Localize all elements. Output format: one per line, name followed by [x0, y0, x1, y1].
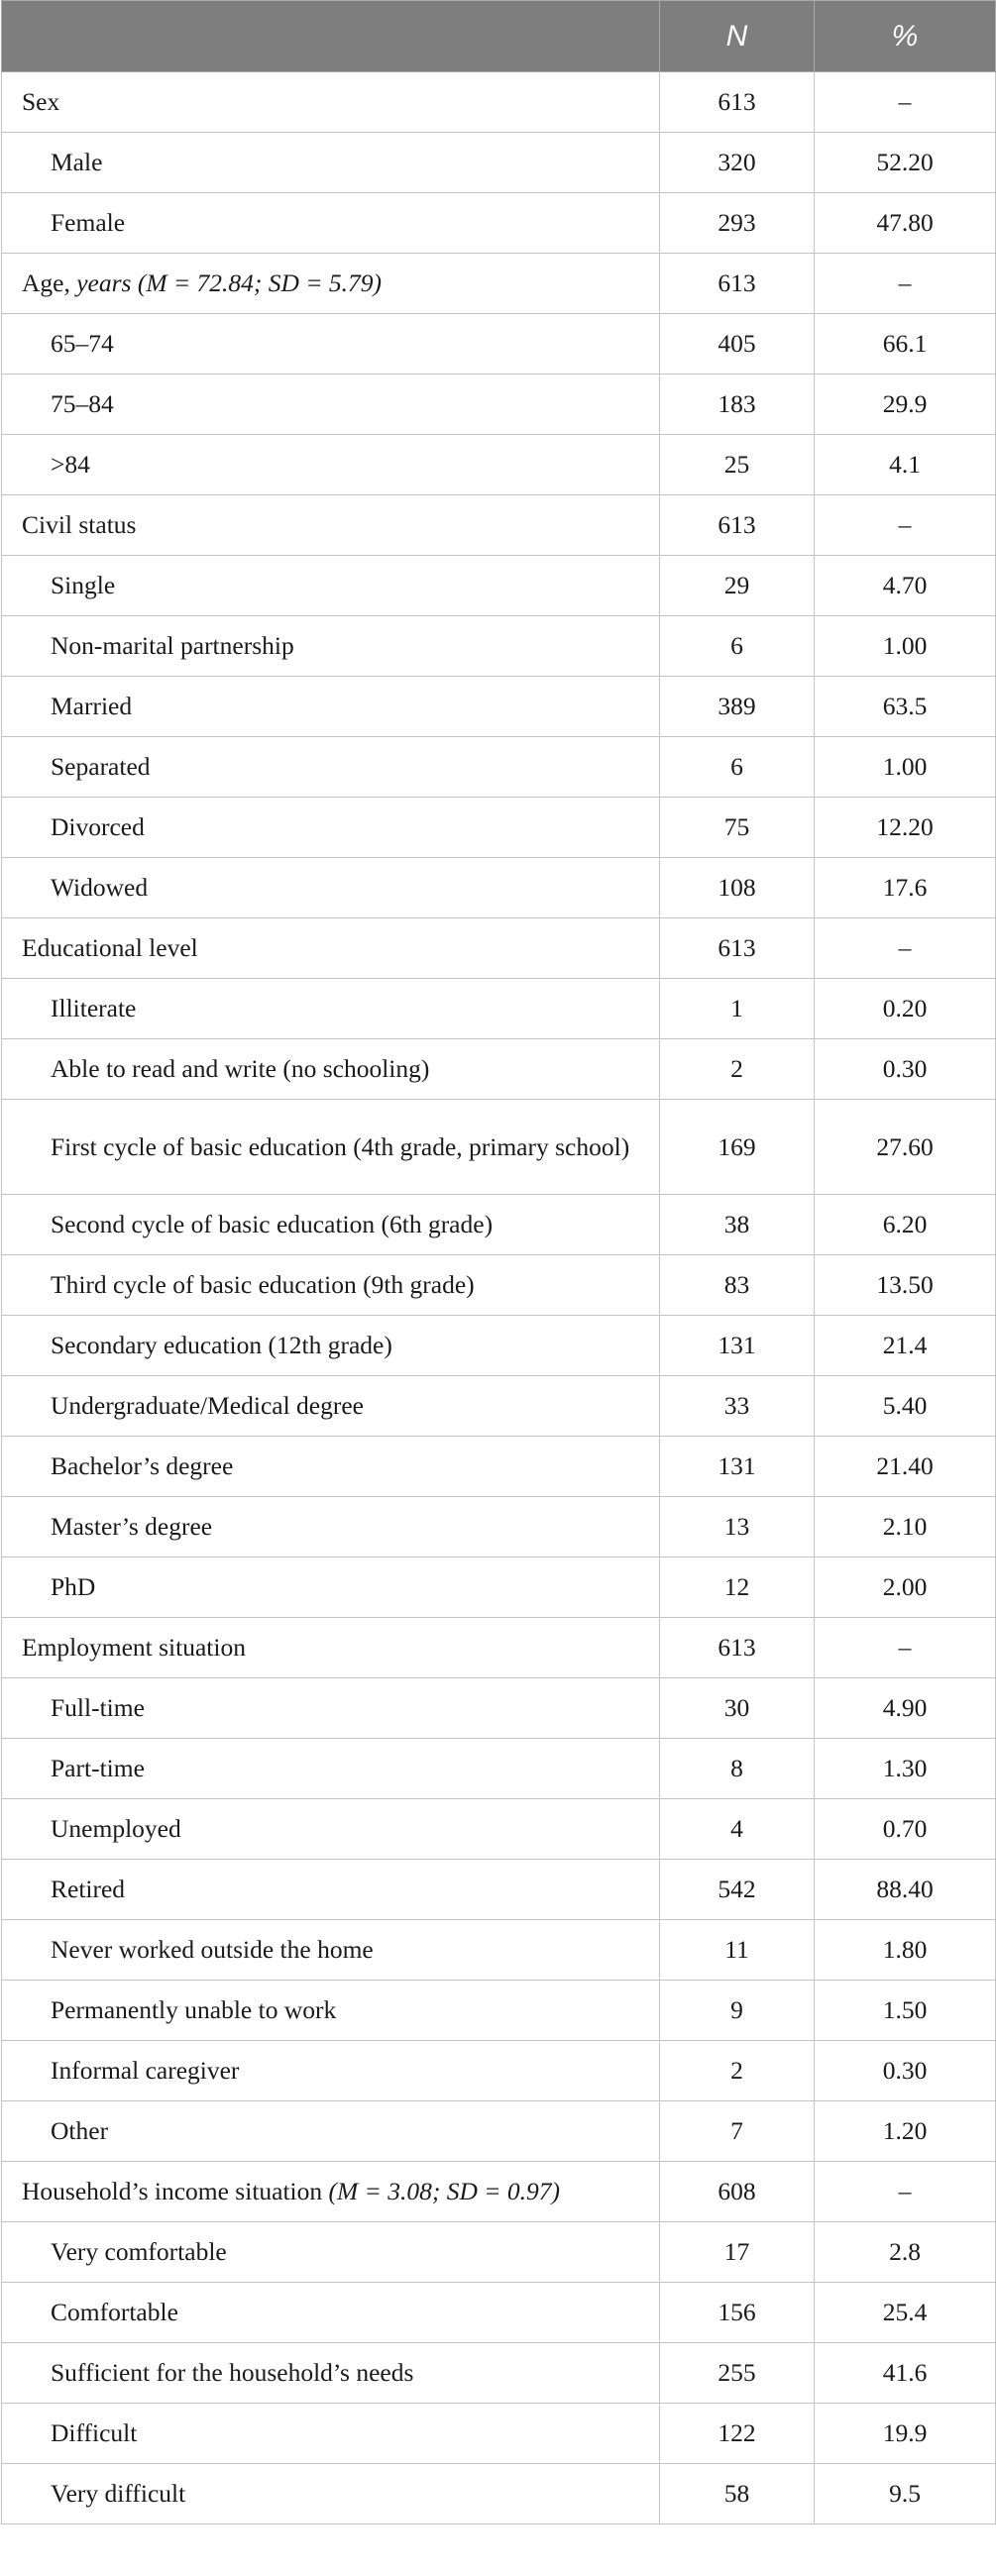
row-percent: 2.10 — [815, 1497, 996, 1557]
row-label-text: Informal caregiver — [51, 2056, 240, 2085]
row-label — [2, 737, 660, 798]
row-label-stats: years (M = 72.84; SD = 5.79) — [76, 268, 383, 297]
header-row — [2, 1, 996, 72]
header-percent: % — [815, 1, 996, 72]
row-label-text: Very comfortable — [51, 2237, 227, 2266]
table-row — [2, 133, 996, 193]
row-percent: 2.00 — [815, 1557, 996, 1618]
row-n: 33 — [660, 1376, 815, 1437]
table-row — [2, 979, 996, 1039]
row-percent: 1.20 — [815, 2101, 996, 2162]
table-body — [2, 72, 996, 2524]
table-row — [2, 375, 996, 435]
row-label-text: Male — [51, 148, 103, 176]
table-group-row — [2, 2162, 996, 2222]
row-n: 13 — [660, 1497, 815, 1557]
table-row — [2, 1678, 996, 1739]
row-label — [2, 1100, 660, 1195]
row-label — [2, 72, 660, 133]
row-label-text: Sex — [22, 87, 60, 116]
table-row — [2, 1981, 996, 2041]
row-percent: 47.80 — [815, 193, 996, 254]
row-n: 11 — [660, 1920, 815, 1981]
row-percent: 21.4 — [815, 1316, 996, 1376]
row-label — [2, 556, 660, 616]
row-label — [2, 314, 660, 375]
row-label — [2, 1618, 660, 1678]
row-n: 542 — [660, 1860, 815, 1920]
table-row — [2, 2283, 996, 2343]
row-n: 1 — [660, 979, 815, 1039]
row-n: 613 — [660, 495, 815, 556]
row-label — [2, 1195, 660, 1255]
row-percent: 19.9 — [815, 2404, 996, 2464]
row-label — [2, 858, 660, 918]
row-n: 156 — [660, 2283, 815, 2343]
row-percent: 25.4 — [815, 2283, 996, 2343]
row-n: 293 — [660, 193, 815, 254]
table-row — [2, 1376, 996, 1437]
row-label — [2, 1860, 660, 1920]
row-percent: 6.20 — [815, 1195, 996, 1255]
row-n: 122 — [660, 2404, 815, 2464]
row-label-text: Third cycle of basic education (9th grade) — [51, 1270, 475, 1299]
row-n: 9 — [660, 1981, 815, 2041]
row-label-text: Divorced — [51, 812, 145, 841]
row-n: 183 — [660, 375, 815, 435]
table-row — [2, 1316, 996, 1376]
row-label-text: Separated — [51, 752, 151, 781]
row-label — [2, 2041, 660, 2101]
row-label — [2, 133, 660, 193]
row-n: 17 — [660, 2222, 815, 2283]
table-row — [2, 1920, 996, 1981]
row-n: 7 — [660, 2101, 815, 2162]
row-n: 613 — [660, 72, 815, 133]
table-row — [2, 1039, 996, 1100]
row-n: 2 — [660, 2041, 815, 2101]
row-n: 6 — [660, 737, 815, 798]
table-row — [2, 1739, 996, 1799]
row-percent: 9.5 — [815, 2464, 996, 2524]
table-row — [2, 1437, 996, 1497]
row-percent: 13.50 — [815, 1255, 996, 1316]
demographics-table — [1, 0, 996, 2524]
row-percent: 1.00 — [815, 737, 996, 798]
row-label — [2, 375, 660, 435]
row-percent: 21.40 — [815, 1437, 996, 1497]
row-label-text: Secondary education (12th grade) — [51, 1331, 392, 1359]
table-row — [2, 2404, 996, 2464]
row-label — [2, 1920, 660, 1981]
row-label — [2, 798, 660, 858]
row-percent: 0.30 — [815, 2041, 996, 2101]
table-row — [2, 2101, 996, 2162]
table-row — [2, 314, 996, 375]
row-label-text: Very difficult — [51, 2479, 186, 2508]
row-label — [2, 1678, 660, 1739]
row-percent: – — [815, 1618, 996, 1678]
row-label-text: Difficult — [51, 2418, 138, 2447]
row-n: 8 — [660, 1739, 815, 1799]
table-row — [2, 2343, 996, 2404]
row-label-text: Illiterate — [51, 994, 137, 1022]
table-row — [2, 798, 996, 858]
table-row — [2, 1195, 996, 1255]
row-label — [2, 1039, 660, 1100]
row-percent: 52.20 — [815, 133, 996, 193]
row-n: 389 — [660, 677, 815, 737]
row-percent: 4.90 — [815, 1678, 996, 1739]
row-n: 83 — [660, 1255, 815, 1316]
row-percent: 17.6 — [815, 858, 996, 918]
row-label-text: Other — [51, 2116, 109, 2145]
row-n: 608 — [660, 2162, 815, 2222]
row-percent: 12.20 — [815, 798, 996, 858]
row-label-text: Full-time — [51, 1693, 145, 1722]
row-percent: 27.60 — [815, 1100, 996, 1195]
table-row — [2, 616, 996, 677]
row-label — [2, 1376, 660, 1437]
row-label-text: Never worked outside the home — [51, 1935, 374, 1964]
row-n: 108 — [660, 858, 815, 918]
row-label — [2, 1799, 660, 1860]
table-group-row — [2, 72, 996, 133]
row-label-text: Age, — [22, 268, 77, 297]
table-row — [2, 2464, 996, 2524]
row-n: 613 — [660, 254, 815, 314]
row-percent: 1.00 — [815, 616, 996, 677]
row-n: 131 — [660, 1316, 815, 1376]
row-percent: 41.6 — [815, 2343, 996, 2404]
row-n: 613 — [660, 1618, 815, 1678]
table-group-row — [2, 918, 996, 979]
row-percent: 0.30 — [815, 1039, 996, 1100]
row-label-text: Permanently unable to work — [51, 1995, 337, 2024]
row-label — [2, 2464, 660, 2524]
row-label-text: Non-marital partnership — [51, 631, 294, 660]
row-n: 320 — [660, 133, 815, 193]
row-label-text: Married — [51, 692, 133, 720]
table-row — [2, 435, 996, 495]
row-n: 58 — [660, 2464, 815, 2524]
table-row — [2, 858, 996, 918]
row-n: 613 — [660, 918, 815, 979]
row-label-text: Bachelor’s degree — [51, 1451, 234, 1480]
table-row — [2, 1100, 996, 1195]
row-label-text: Part-time — [51, 1754, 145, 1782]
row-label — [2, 1981, 660, 2041]
row-n: 131 — [660, 1437, 815, 1497]
row-label — [2, 2222, 660, 2283]
row-percent: 5.40 — [815, 1376, 996, 1437]
row-label-text: Female — [51, 208, 126, 237]
row-n: 12 — [660, 1557, 815, 1618]
row-n: 2 — [660, 1039, 815, 1100]
table-row — [2, 2222, 996, 2283]
row-label-text: Unemployed — [51, 1814, 181, 1843]
table-group-row — [2, 1618, 996, 1678]
row-label-text: 65–74 — [51, 329, 114, 358]
row-percent: 66.1 — [815, 314, 996, 375]
table-row — [2, 737, 996, 798]
row-percent: – — [815, 72, 996, 133]
row-label-text: Sufficient for the household’s needs — [51, 2358, 414, 2387]
row-label — [2, 2162, 660, 2222]
row-percent: 4.70 — [815, 556, 996, 616]
row-n: 30 — [660, 1678, 815, 1739]
row-label-text: Civil status — [22, 510, 137, 539]
row-label-text: PhD — [51, 1572, 96, 1601]
row-n: 6 — [660, 616, 815, 677]
row-label-text: Single — [51, 571, 116, 599]
row-label — [2, 979, 660, 1039]
row-percent: 0.70 — [815, 1799, 996, 1860]
row-percent: 2.8 — [815, 2222, 996, 2283]
row-percent: – — [815, 254, 996, 314]
table-row — [2, 193, 996, 254]
row-label-stats: (M = 3.08; SD = 0.97) — [328, 2177, 560, 2205]
table-row — [2, 1860, 996, 1920]
row-n: 29 — [660, 556, 815, 616]
table-header — [2, 1, 996, 72]
table-row — [2, 1799, 996, 1860]
row-label-text: >84 — [51, 450, 90, 479]
row-label — [2, 435, 660, 495]
row-label-text: Widowed — [51, 873, 149, 902]
row-label — [2, 1557, 660, 1618]
row-percent: 4.1 — [815, 435, 996, 495]
row-label — [2, 495, 660, 556]
row-label — [2, 2283, 660, 2343]
row-percent: – — [815, 2162, 996, 2222]
row-label-text: Household’s income situation — [22, 2177, 329, 2205]
row-label — [2, 1255, 660, 1316]
row-n: 75 — [660, 798, 815, 858]
table-row — [2, 2041, 996, 2101]
row-label — [2, 193, 660, 254]
row-percent: – — [815, 495, 996, 556]
row-label-text: 75–84 — [51, 389, 114, 418]
row-percent: 63.5 — [815, 677, 996, 737]
row-percent: 0.20 — [815, 979, 996, 1039]
table-group-row — [2, 254, 996, 314]
row-label — [2, 2343, 660, 2404]
row-label — [2, 616, 660, 677]
table-group-row — [2, 495, 996, 556]
table-row — [2, 556, 996, 616]
row-label-text: First cycle of basic education (4th grade, primary school) — [51, 1131, 630, 1161]
row-label-text: Able to read and write (no schooling) — [51, 1054, 430, 1083]
row-label — [2, 254, 660, 314]
row-label-text: Employment situation — [22, 1633, 246, 1662]
row-n: 405 — [660, 314, 815, 375]
header-n: N — [660, 1, 815, 72]
row-label — [2, 2101, 660, 2162]
row-label — [2, 918, 660, 979]
row-n: 25 — [660, 435, 815, 495]
row-label — [2, 1316, 660, 1376]
row-label — [2, 1437, 660, 1497]
row-label — [2, 1497, 660, 1557]
table-row — [2, 677, 996, 737]
row-percent: 1.80 — [815, 1920, 996, 1981]
row-n: 169 — [660, 1100, 815, 1195]
row-label — [2, 1739, 660, 1799]
row-label-text: Second cycle of basic education (6th grade) — [51, 1210, 494, 1238]
row-label-text: Comfortable — [51, 2298, 178, 2326]
row-percent: 29.9 — [815, 375, 996, 435]
table-row — [2, 1557, 996, 1618]
row-n: 255 — [660, 2343, 815, 2404]
row-percent: 1.30 — [815, 1739, 996, 1799]
row-n: 38 — [660, 1195, 815, 1255]
row-label — [2, 2404, 660, 2464]
row-label-text: Educational level — [22, 933, 198, 962]
row-percent: 1.50 — [815, 1981, 996, 2041]
row-label — [2, 677, 660, 737]
row-label-text: Undergraduate/Medical degree — [51, 1391, 364, 1420]
table-row — [2, 1255, 996, 1316]
row-percent: – — [815, 918, 996, 979]
row-label-text: Retired — [51, 1875, 126, 1903]
row-n: 4 — [660, 1799, 815, 1860]
row-label-text: Master’s degree — [51, 1512, 213, 1541]
table-row — [2, 1497, 996, 1557]
header-label — [2, 1, 660, 72]
row-percent: 88.40 — [815, 1860, 996, 1920]
